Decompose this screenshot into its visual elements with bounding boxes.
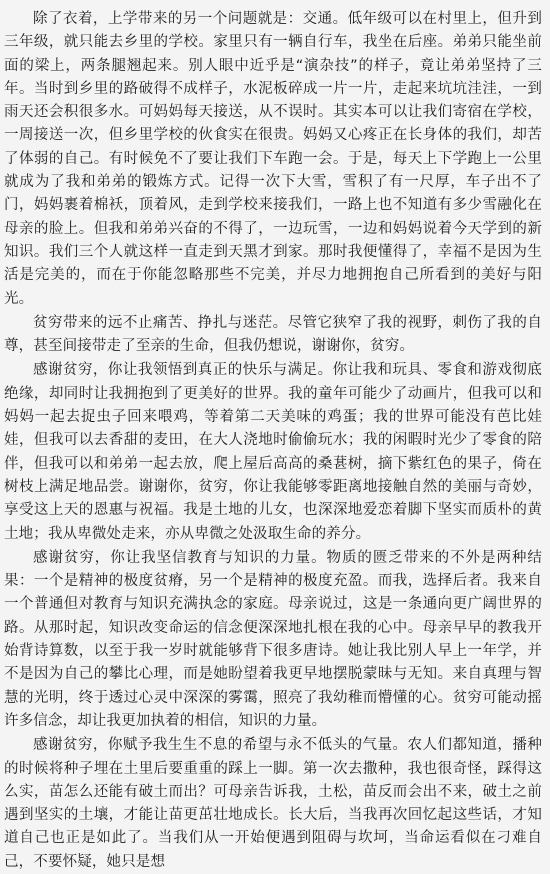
article-paragraph-3: 感谢贫穷，你让我领悟到真正的快乐与满足。你让我和玩具、零食和游戏彻底绝缘，却同时让我拥抱到了更美好的世界。我的童年可能少了动画片，但我可以和妈妈一起去捉虫子回来喂鸡，等着第二天美味的鸡蛋；我的世界可能没有芭比娃娃，但我可以去香甜的麦田，在大人浇地时偷偷玩水；我的闲暇时光少了零食的陪伴，但我可以和弟弟一起去放，爬上屋后高高的桑葚树，摘下紫红色的果子，倚在树枝上满足地品尝。谢谢你，贫穷，你让我能够零距离地接触自然的美丽与奇妙，享受这上天的恩惠与祝福。我是土地的儿女，也深深地爱恋着脚下坚实而质朴的黄土地；我从卑微处走来，亦从卑微之处汲取生命的养分。 <box>4 362 542 542</box>
article-paragraph-4: 感谢贫穷，你让我坚信教育与知识的力量。物质的匮乏带来的不外是两种结果：一个是精神的极度贫瘠，另一个是精神的极度充盈。而我，选择后者。我来自一个普通但对教育与知识充满执念的家庭。母亲说过，这是一条通向更广阔世界的路。从那时起，知识改变命运的信念便深深地扎根在我的心中。母亲早早的教我开始背诗算数，以至于我一岁时就能够背下很多唐诗。她让我比别人早上一年学，并不是因为自己的攀比心理，而是她盼望着我更早地摆脱蒙昧与无知。来自真理与智慧的光明，终于透过心灵中深深的雾霭，照亮了我幼稚而懵懂的心。贫穷可能动摇许多信念，却让我更加执着的相信，知识的力量。 <box>4 549 542 729</box>
article-paragraph-1: 除了衣着，上学带来的另一个问题就是：交通。低年级可以在村里上，但升到三年级，就只能去乡里的学校。家里只有一辆自行车，我坐在后座。弟弟只能坐前面的梁上，两条腿翘起来。别人眼中近乎是“演杂技”的样子，竟让弟弟坚持了三年。当时到乡里的路破得不成样子，水泥板碎成一片一片，走起来坑坑洼洼，一到雨天还会积很多水。可妈妈每天接送，从不误时。其实本可以让我们寄宿在学校，一周接送一次，但乡里学校的伙食实在很贵。妈妈又心疼正在长身体的我们，却苦了体弱的自己。有时候免不了要让我们下车跑一会。于是，每天上下学跑上一公里就成为了我和弟弟的锻炼方式。记得一次下大雪，雪积了有一尺厚，车子出不了门，妈妈裹着棉袄，顶着风，走到学校来接我们，一路上也不知道有多少雪融化在母亲的脸上。但我和弟弟兴奋的不得了，一边玩雪，一边和妈妈说着今天学到的新知识。我们三个人就这样一直走到天黑才到家。那时我便懂得了，幸福不是因为生活是完美的，而在于你能忽略那些不完美，并尽力地拥抱自己所看到的美好与阳光。 <box>4 11 542 307</box>
article-paragraph-2: 贫穷带来的远不止痛苦、挣扎与迷茫。尽管它狭窄了我的视野，刺伤了我的自尊，甚至间接带走了至亲的生命，但我仍想说，谢谢你，贫穷。 <box>4 314 542 355</box>
article-paragraph-5: 感谢贫穷，你赋予我生生不息的希望与永不低头的气量。农人们都知道，播种的时候将种子埋在土里后要重重的踩上一脚。第一次去撒种，我也很奇怪，踩得这么实，苗怎么还能有破土而出？可母亲告诉我，土松，苗反而会出不来，破土之前遇到坚实的土壤，才能让苗更茁壮地成长。长大后，当我再次回忆起这些话，才知道自己也正是如此了。当我们从一开始便遇到阻碍与坎坷，当命运看似在刁难自己，不要怀疑，她只是想 <box>4 737 542 870</box>
